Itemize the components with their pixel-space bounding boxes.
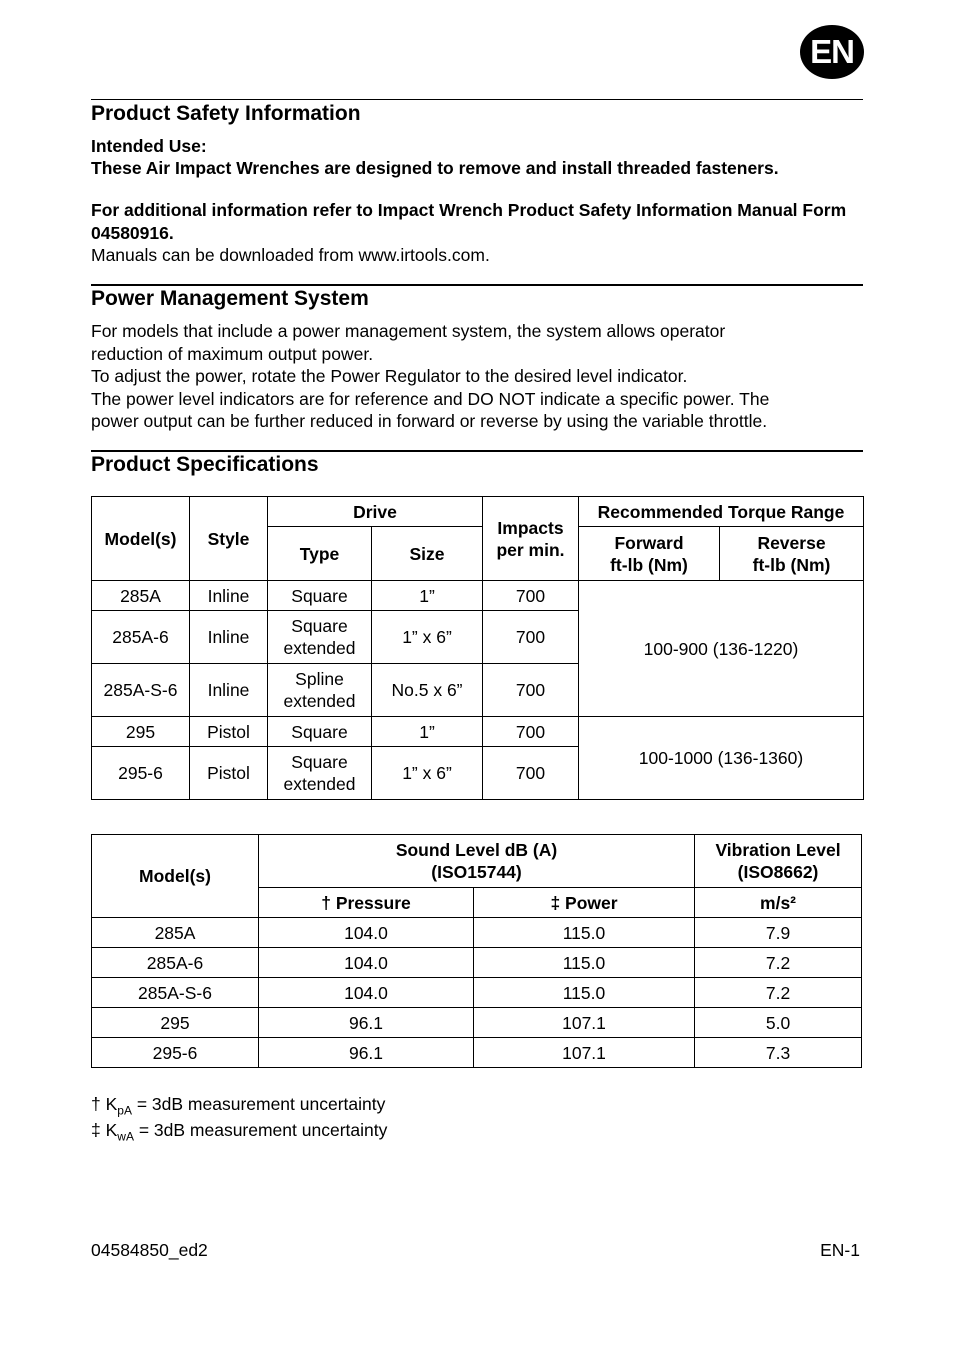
cell-model: 285A-6 <box>92 611 190 664</box>
header-vibration-line2: (ISO8662) <box>737 862 819 882</box>
intended-use-text: These Air Impact Wrenches are designed to remove and install threaded fasteners. <box>91 158 779 178</box>
cell-pressure: 104.0 <box>259 918 474 948</box>
cell-model: 285A-S-6 <box>92 664 190 717</box>
table-row <box>92 581 864 611</box>
header-vibration-level <box>695 835 862 888</box>
header-impacts <box>483 497 579 581</box>
header-reverse-line2: ft-lb (Nm) <box>752 554 831 575</box>
section-divider <box>91 284 863 286</box>
cell-torque-range: 100-900 (136-1220) <box>579 581 864 717</box>
page-number: EN-1 <box>820 1240 860 1260</box>
cell-power: 115.0 <box>474 918 695 948</box>
cell-pressure: 96.1 <box>259 1008 474 1038</box>
download-text: Manuals can be downloaded from www.irtools.com. <box>91 245 490 265</box>
footnote-text: = 3dB measurement uncertainty <box>133 1120 388 1140</box>
cell-impacts: 700 <box>483 717 579 747</box>
cell-model: 295 <box>92 717 190 747</box>
header-power: ‡ Power <box>474 888 695 918</box>
header-reverse-line1: Reverse <box>757 532 826 553</box>
header-reverse <box>720 527 864 581</box>
cell-vibration: 7.9 <box>695 918 862 948</box>
footnote-power-uncertainty <box>91 1120 387 1144</box>
document-id: 04584850_ed2 <box>91 1240 208 1260</box>
cell-torque-range: 100-1000 (136-1360) <box>579 717 864 800</box>
cell-model: 295-6 <box>92 747 190 800</box>
footnote-prefix: ‡ K <box>91 1120 118 1140</box>
cell-type-line1: Spline <box>295 669 344 689</box>
cell-model: 295 <box>92 1008 259 1038</box>
cell-type-line2: extended <box>283 774 356 794</box>
cell-style: Pistol <box>190 747 268 800</box>
cell-impacts: 700 <box>483 747 579 800</box>
cell-type: Square <box>268 717 372 747</box>
cell-power: 115.0 <box>474 978 695 1008</box>
section-divider <box>91 99 863 100</box>
cell-size: 1” <box>372 717 483 747</box>
cell-pressure: 104.0 <box>259 978 474 1008</box>
cell-type-line1: Square <box>291 752 348 772</box>
cell-style: Inline <box>190 611 268 664</box>
cell-style: Inline <box>190 581 268 611</box>
cell-type <box>268 747 372 800</box>
header-unit: m/s² <box>695 888 862 918</box>
language-badge: EN <box>800 25 864 79</box>
cell-type-line2: extended <box>283 691 356 711</box>
power-line: reduction of maximum output power. <box>91 343 374 364</box>
cell-style: Pistol <box>190 717 268 747</box>
footnote-pressure-uncertainty <box>91 1094 385 1118</box>
header-sound-level <box>259 835 695 888</box>
cell-type: Square <box>268 581 372 611</box>
cell-model: 295-6 <box>92 1038 259 1068</box>
power-heading: Power Management System <box>91 287 369 310</box>
cell-size: 1” <box>372 581 483 611</box>
header-torque: Recommended Torque Range <box>579 497 864 527</box>
header-size: Size <box>372 527 483 581</box>
header-forward <box>579 527 720 581</box>
cell-power: 107.1 <box>474 1038 695 1068</box>
cell-type <box>268 611 372 664</box>
specifications-table <box>91 496 864 800</box>
header-forward-line2: ft-lb (Nm) <box>610 554 688 575</box>
power-line: For models that include a power management system, the system allows operator <box>91 321 726 341</box>
cell-size: No.5 x 6” <box>372 664 483 717</box>
section-divider <box>91 450 863 452</box>
cell-impacts: 700 <box>483 664 579 717</box>
cell-model: 285A-S-6 <box>92 978 259 1008</box>
footnote-subscript: wA <box>117 1129 134 1144</box>
cell-model: 285A-6 <box>92 948 259 978</box>
specs-heading: Product Specifications <box>91 453 319 476</box>
power-line: To adjust the power, rotate the Power Regulator to the desired level indicator. <box>91 366 688 386</box>
table-row <box>92 918 862 948</box>
cell-pressure: 96.1 <box>259 1038 474 1068</box>
safety-heading: Product Safety Information <box>91 102 361 125</box>
intended-use-label: Intended Use: <box>91 136 207 156</box>
cell-type <box>268 664 372 717</box>
header-type: Type <box>268 527 372 581</box>
header-impacts-line1: Impacts <box>497 517 564 538</box>
header-pressure: † Pressure <box>259 888 474 918</box>
table-row <box>92 717 864 747</box>
header-style: Style <box>190 497 268 581</box>
cell-vibration: 5.0 <box>695 1008 862 1038</box>
cell-power: 115.0 <box>474 948 695 978</box>
power-line: power output can be further reduced in forward or reverse by using the variable throttle. <box>91 411 768 431</box>
cell-pressure: 104.0 <box>259 948 474 978</box>
cell-impacts: 700 <box>483 581 579 611</box>
cell-size: 1” x 6” <box>372 611 483 664</box>
cell-size: 1” x 6” <box>372 747 483 800</box>
footnote-subscript: pA <box>117 1103 132 1118</box>
header-impacts-line2: per min. <box>496 539 565 560</box>
cell-type-line2: extended <box>283 638 356 658</box>
header-sound-line1: Sound Level dB (A) <box>395 840 558 860</box>
header-model: Model(s) <box>92 835 259 918</box>
sound-vibration-table <box>91 834 862 1068</box>
cell-style: Inline <box>190 664 268 717</box>
header-vibration-line1: Vibration Level <box>715 840 841 860</box>
table-row <box>92 948 862 978</box>
table-row <box>92 1038 862 1068</box>
header-sound-line2: (ISO15744) <box>431 862 522 882</box>
header-model: Model(s) <box>92 497 190 581</box>
footnote-text: = 3dB measurement uncertainty <box>131 1094 386 1114</box>
cell-power: 107.1 <box>474 1008 695 1038</box>
cell-model: 285A <box>92 918 259 948</box>
header-drive: Drive <box>268 497 483 527</box>
cell-vibration: 7.3 <box>695 1038 862 1068</box>
footnote-prefix: † K <box>91 1094 118 1114</box>
power-line: The power level indicators are for reference and DO NOT indicate a specific power. The <box>91 388 770 409</box>
cell-type-line1: Square <box>291 616 348 636</box>
cell-model: 285A <box>92 581 190 611</box>
power-paragraph <box>91 320 863 433</box>
header-forward-line1: Forward <box>614 532 684 553</box>
additional-info-text: For additional information refer to Impact Wrench Product Safety Information Manual Form 04580916. <box>91 200 847 243</box>
table-row <box>92 1008 862 1038</box>
cell-vibration: 7.2 <box>695 948 862 978</box>
table-row <box>92 978 862 1008</box>
cell-vibration: 7.2 <box>695 978 862 1008</box>
cell-impacts: 700 <box>483 611 579 664</box>
